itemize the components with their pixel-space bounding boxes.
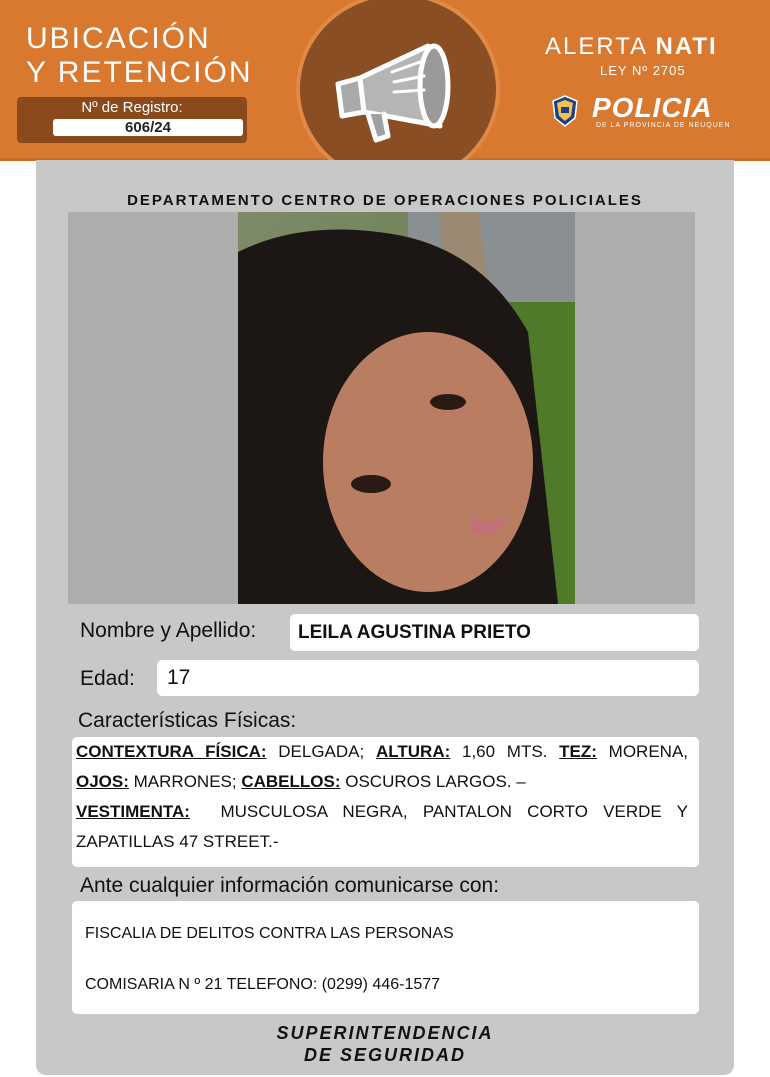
megaphone-badge bbox=[296, 0, 500, 186]
physical-description bbox=[76, 737, 688, 857]
police-name: POLICIA bbox=[592, 92, 713, 123]
clothing-value-line2: ZAPATILLAS 47 STREET.- bbox=[76, 832, 279, 851]
physical-line3 bbox=[76, 797, 688, 827]
notice-title-line1: UBICACIÓN bbox=[26, 22, 211, 55]
notice-title-line2: Y RETENCIÓN bbox=[26, 56, 253, 89]
age-field bbox=[157, 660, 699, 696]
registry-label: Nº de Registro: bbox=[81, 99, 183, 116]
height-value: 1,60 MTS. bbox=[462, 742, 548, 761]
physical-line2 bbox=[76, 767, 688, 797]
registry-number: 606/24 bbox=[53, 119, 243, 136]
megaphone-icon bbox=[330, 34, 466, 144]
height-label: ALTURA: bbox=[375, 742, 451, 761]
alert-prefix: ALERTA bbox=[545, 33, 656, 60]
contact-line2: COMISARIA N º 21 TELEFONO: (0299) 446-1577 bbox=[85, 976, 441, 993]
police-subtitle: DE LA PROVINCIA DE NEUQUEN bbox=[596, 122, 731, 129]
skin-label: TEZ: bbox=[559, 742, 597, 761]
notice-title bbox=[26, 22, 252, 90]
header-banner bbox=[0, 0, 770, 161]
alert-law: LEY Nº 2705 bbox=[600, 63, 686, 78]
hair-label: CABELLOS: bbox=[241, 772, 341, 791]
physical-line1 bbox=[76, 737, 688, 767]
footer-signature bbox=[0, 1022, 770, 1066]
footer-line1: SUPERINTENDENCIA bbox=[276, 1023, 494, 1043]
build-label: CONTEXTURA FÍSICA: bbox=[76, 742, 267, 761]
alert-title bbox=[545, 33, 718, 61]
contact-heading: Ante cualquier información comunicarse con: bbox=[80, 874, 500, 897]
clothing-label: VESTIMENTA: bbox=[76, 802, 190, 821]
department-name: DEPARTAMENTO CENTRO DE OPERACIONES POLICIALES bbox=[127, 192, 643, 209]
alert-name: NATI bbox=[655, 33, 718, 60]
eyes-value: MARRONES; bbox=[133, 772, 237, 791]
police-shield-icon bbox=[551, 94, 579, 128]
contact-line1: FISCALIA DE DELITOS CONTRA LAS PERSONAS bbox=[85, 925, 454, 942]
name-value: LEILA AGUSTINA PRIETO bbox=[298, 622, 531, 643]
registry-box bbox=[17, 97, 247, 143]
physical-heading: Características Físicas: bbox=[78, 709, 297, 732]
age-value: 17 bbox=[167, 666, 191, 689]
age-label: Edad: bbox=[80, 667, 135, 690]
footer-line2: DE SEGURIDAD bbox=[303, 1045, 466, 1065]
contact-field bbox=[72, 901, 699, 1014]
person-photo bbox=[238, 212, 575, 604]
skin-value: MORENA, bbox=[608, 742, 689, 761]
name-label: Nombre y Apellido: bbox=[80, 619, 257, 642]
eyes-label: OJOS: bbox=[76, 772, 129, 791]
physical-line4 bbox=[76, 827, 688, 857]
clothing-value-line1: MUSCULOSA NEGRA, PANTALON CORTO VERDE Y bbox=[220, 802, 688, 821]
hair-value: OSCUROS LARGOS. – bbox=[345, 772, 526, 791]
build-value: DELGADA; bbox=[278, 742, 365, 761]
